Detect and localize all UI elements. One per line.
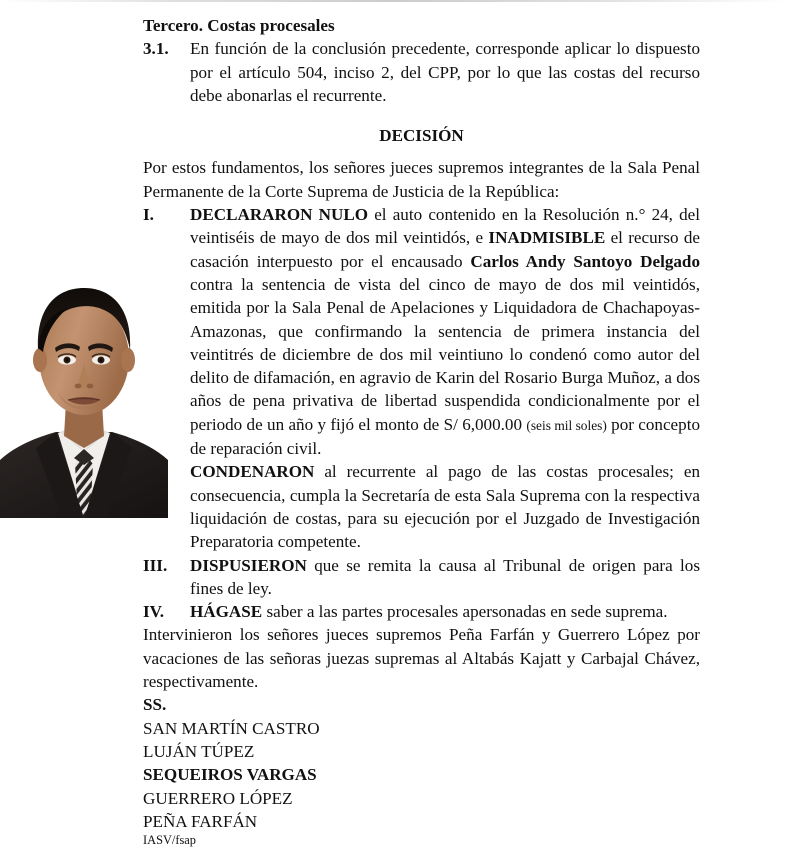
resolution-iv-lead: HÁGASE (190, 602, 263, 622)
resolution-iv-text: saber a las partes procesales apersonadas en sede suprema. (262, 602, 668, 622)
scan-edge-artifact (0, 0, 786, 2)
spacer (143, 147, 700, 156)
resolution-item-iii (143, 554, 700, 601)
resolution-iii-marker: III. (143, 555, 168, 575)
closing-paragraph: Intervinieron los señores jueces supremos Peña Farfán y Guerrero López por vacaciones de las señoras juezas supremas al Altabás Kajatt y Carbajal Chávez, respectivamente. (143, 625, 700, 692)
clause-3-1-text: En función de la conclusión precedente, corresponde aplicar lo dispuesto por el artículo 504, inciso 2, del CPP, por lo que las costas del recurso debe abonarlas el recurrente. (190, 39, 700, 105)
resolution-iv-marker: IV. (143, 602, 165, 622)
signatory-1: SAN MARTÍN CASTRO (143, 718, 320, 738)
signatory-2: LUJÁN TÚPEZ (143, 741, 255, 761)
signature-label: SS. (143, 695, 167, 715)
resolution-i-text-3: contra la sentencia de vista del cinco de mayo de dos mil veintidós, emitida por la Sala Penal de Apelaciones y Liquidadora de Chachapoyas-Amazonas, que confirmando la sentencia de primera instancia del veintitrés de diciembre de dos mil veintiuno lo condenó como autor del delito de difamación, en agravio de Karin del Rosario Burga Muñoz, a dos años de pena privativa de libertad suspendida condicionalmente por el periodo de un año y fijó el monto de S/ 6,000.00 (190, 274, 700, 434)
resolution-iii-lead: DISPUSIERON (190, 555, 307, 575)
drafter-initials: IASV/fsap (143, 833, 196, 848)
signatory-5: PEÑA FARFÁN (143, 811, 258, 831)
accused-name: Carlos Andy Santoyo Delgado (470, 251, 700, 271)
resolution-item-i (143, 203, 700, 460)
resolution-i-text-2: el recurso de casación interpuesto por el encausado (190, 228, 700, 271)
signatory-4: GUERRERO LÓPEZ (143, 788, 293, 808)
clause-3-1-marker: 3.1. (143, 39, 169, 59)
resolution-i-text-4: por concepto de reparación civil. (190, 414, 700, 459)
resolution-item-ii (143, 460, 700, 553)
preamble-paragraph: Por estos fundamentos, los señores jueces supremos integrantes de la Sala Penal Permanente de la Corte Suprema de Justicia de la República: (143, 158, 700, 201)
spacer (143, 107, 700, 124)
section-heading: Tercero. Costas procesales (143, 16, 335, 35)
resolution-i-lead: DECLARARON NULO (190, 205, 369, 225)
signatory-3: SEQUEIROS VARGAS (143, 765, 317, 785)
resolution-i-text-1: el auto contenido en la Resolución n.° 24, del veintiséis de mayo de dos mil veintidós, e (190, 205, 700, 248)
resolution-iii-text: que se remita la causa al Tribunal de origen para los fines de ley. (190, 555, 700, 598)
resolution-i-marker: I. (143, 205, 154, 225)
portrait-photo-image (0, 252, 168, 518)
clause-3-1 (143, 37, 700, 107)
resolution-i-lead-2: INADMISIBLE (488, 228, 606, 248)
resolution-item-iv (143, 600, 700, 623)
resolution-ii-lead: CONDENARON (190, 462, 315, 482)
text-column (143, 14, 700, 848)
portrait-photo (0, 252, 168, 518)
decision-title: DECISIÓN (379, 126, 464, 146)
reparation-amount-words: (seis mil soles) (526, 417, 607, 433)
resolution-ii-text: al recurrente al pago de las costas procesales; en consecuencia, cumpla la Secretaría de esta Sala Suprema con la respectiva liquidación de costas, para su ejecución por el Juzgado de Investigación Preparatoria competente. (190, 462, 700, 552)
